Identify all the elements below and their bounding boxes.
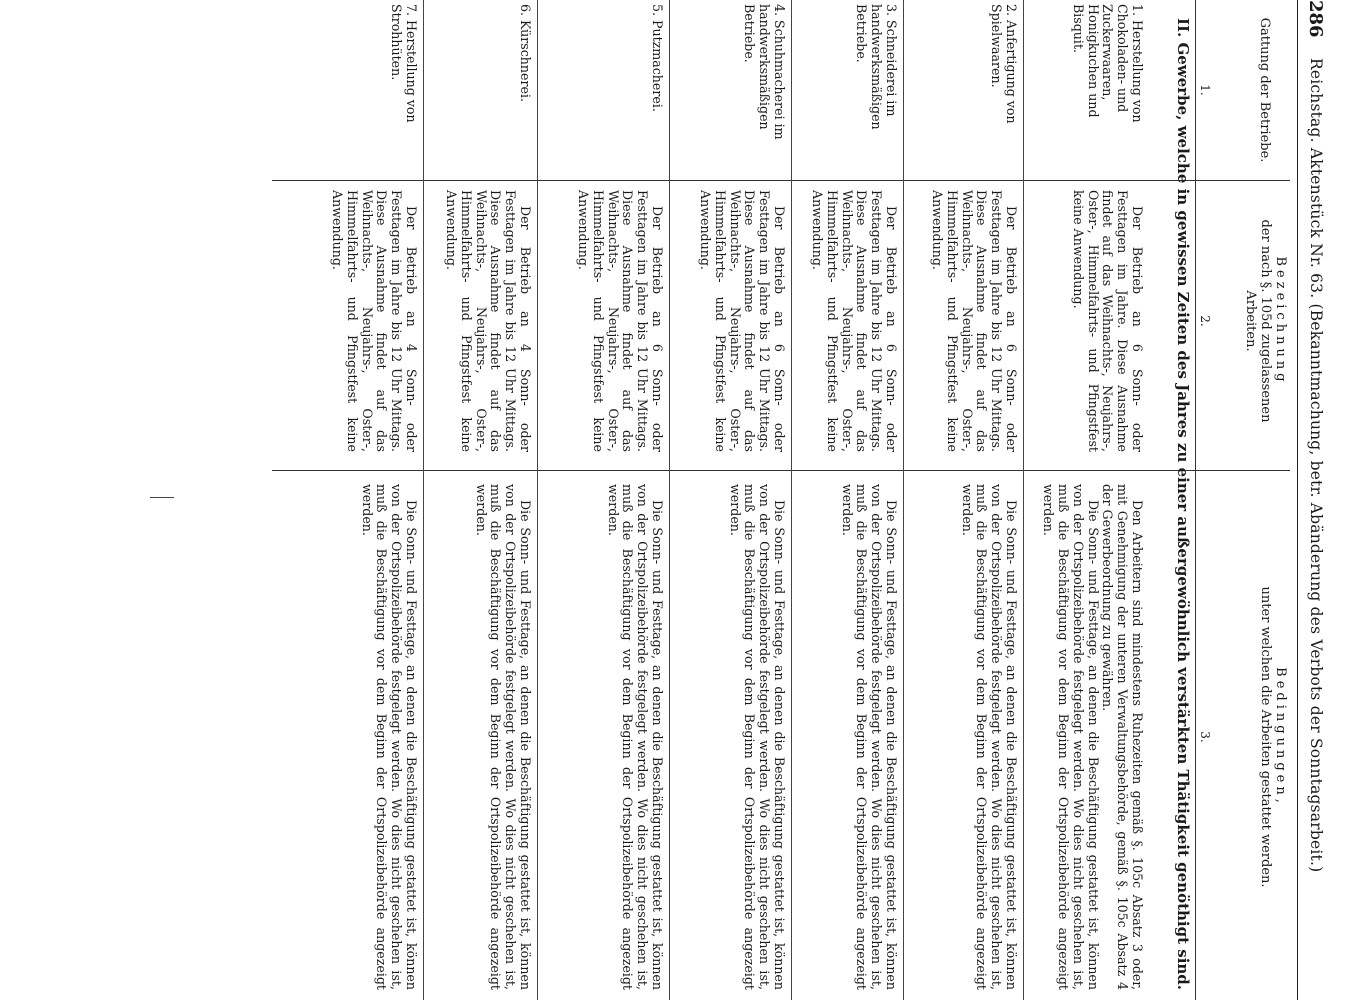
column-header-gattung — [1220, 10, 1288, 170]
table-row-2 — [903, 0, 1024, 1000]
column-header-bezeichnung-spaced: Bezeichnung — [1273, 256, 1288, 386]
column-header-bedingungen-label: unter welchen die Arbeiten gestattet werden. — [1258, 586, 1273, 888]
column-header-bezeichnung-label: der nach §. 105d zugelassenen Arbeiten. — [1243, 219, 1273, 423]
row-2-bezeichnung: Der Betrieb an 6 Sonn- oder Festtagen im Jahre bis 12 Uhr Mittags. Diese Ausnahme findet auf das Weihnachts-, Neujahrs-, Oster-, Himmelfahrts- und Pfingstfest keine Anwendung. — [930, 190, 1019, 452]
row-1-bedingungen — [1040, 484, 1144, 990]
row-1-gattung: 1. Herstellung von Chokoladen- und Zuckerwaaren, Honigkuchen und Bisquit. — [1070, 4, 1145, 123]
row-3-bezeichnung: Der Betrieb an 6 Sonn- oder Festtagen im Jahre bis 12 Uhr Mittags. Diese Ausnahme findet auf das Weihnachts-, Neujahrs-, Oster-, Himmelfahrts- und Pfingstfest keine Anwendung. — [810, 190, 899, 452]
row-4-bedingungen: Die Sonn- und Festtage, an denen die Beschäftigung gestattet ist, können von der Ortspolizeibehörde festgelegt werden. Wo dies nicht geschehen ist, muß die Beschäftigung vor dem Beginn der Ortspolizeibehörde angezeigt werden. — [727, 484, 787, 990]
table-row-4 — [669, 0, 792, 1000]
row-6-bedingungen: Die Sonn- und Festtage, an denen die Beschäftigung gestattet ist, können von der Ortspolizeibehörde festgelegt werden. Wo dies nicht geschehen ist, muß die Beschäftigung vor dem Beginn der Ortspolizeibehörde angezeigt werden. — [473, 484, 533, 990]
section-title: II. Gewerbe, welche in gewissen Zeiten des Jahres zu einer außergewöhnlich verstärkten Thätigkeit genöthigt sind. — [1174, 17, 1192, 991]
row-7-bedingungen: Die Sonn- und Festtage, an denen die Beschäftigung gestattet ist, können von der Ortspolizeibehörde festgelegt werden. Wo dies nicht geschehen ist, muß die Beschäftigung vor dem Beginn der Ortspolizeibehörde angezeigt werden. — [359, 484, 419, 990]
row-5-bedingungen: Die Sonn- und Festtage, an denen die Beschäftigung gestattet ist, können von der Ortspolizeibehörde festgelegt werden. Wo dies nicht geschehen ist, muß die Beschäftigung vor dem Beginn der Ortspolizeibehörde angezeigt werden. — [605, 484, 665, 990]
row-2-bedingungen: Die Sonn- und Festtage, an denen die Beschäftigung gestattet ist, können von der Ortspolizeibehörde festgelegt werden. Wo dies nicht geschehen ist, muß die Beschäftigung vor dem Beginn der Ortspolizeibehörde angezeigt werden. — [959, 484, 1019, 990]
page-number: 286 — [1305, 0, 1326, 38]
header-divider — [1195, 0, 1196, 1000]
column-header-gattung-label: Gattung der Betriebe. — [1257, 17, 1272, 163]
row-4-bezeichnung: Der Betrieb an 6 Sonn- oder Festtagen im Jahre bis 12 Uhr Mittags. Diese Ausnahme findet auf das Weihnachts-, Neujahrs-, Oster-, Himmelfahrts- und Pfingstfest keine Anwendung. — [698, 190, 787, 452]
row-1-bedingungen-a: Den Arbeitern sind mindestens Ruhezeiten gemäß §. 105c Absatz 3 oder, mit Genehmigung der unteren Verwaltungsbehörde, gemäß §. 105c Absatz 4 der Gewerbeordnung zu gewähren. — [1100, 484, 1145, 990]
row-5-gattung: 5. Putzmacherei. — [650, 4, 665, 112]
header-title: Reichstag. Aktenstück Nr. 63. (Bekanntmachung, betr. Abänderung des Verbots der Sonntagsarbeit.) — [1307, 58, 1325, 873]
column-header-bedingungen-spaced: Bedingungen, — [1273, 667, 1288, 807]
row-2-gattung: 2. Anfertigung von Spielwaaren. — [989, 4, 1019, 124]
row-7-bezeichnung: Der Betrieb an 4 Sonn- oder Festtagen im Jahre bis 12 Uhr Mittags. Diese Ausnahme findet auf das Weihnachts-, Neujahrs-, Oster-, Himmelfahrts- und Pfingstfest keine Anwendung. — [330, 190, 419, 452]
row-6-bezeichnung: Der Betrieb an 4 Sonn- oder Festtagen im Jahre bis 12 Uhr Mittags. Diese Ausnahme findet auf das Weihnachts-, Neujahrs-, Oster-, Himmelfahrts- und Pfingstfest keine Anwendung. — [444, 190, 533, 452]
table-row-1 — [1023, 0, 1150, 1000]
row-6-gattung: 6. Kürschnerei. — [518, 4, 533, 102]
table-row-3 — [791, 0, 904, 1000]
digitization-note — [0, 320, 6, 650]
row-1-bedingungen-b: Die Sonn- und Festtage, an denen die Beschäftigung gestattet ist, können von der Ortspolizeibehörde festgelegt werden. Wo dies nicht geschehen ist, muß die Beschäftigung vor dem Beginn der Ortspolizeibehörde angezeigt werden. — [1041, 484, 1101, 990]
running-header — [1297, 0, 1328, 1000]
row-5-bezeichnung: Der Betrieb an 6 Sonn- oder Festtagen im Jahre bis 12 Uhr Mittags. Diese Ausnahme findet auf das Weihnachts-, Neujahrs-, Oster-, Himmelfahrts- und Pfingstfest keine Anwendung. — [576, 190, 665, 452]
column-number-2: 2. — [1198, 315, 1212, 327]
column-header-bezeichnung — [1220, 190, 1288, 452]
column-number-1: 1. — [1198, 84, 1212, 96]
table-row-7 — [294, 0, 424, 1000]
table-row-6 — [423, 0, 538, 1000]
table-row-5 — [537, 0, 670, 1000]
document-page — [260, 0, 1340, 1000]
row-3-gattung: 3. Schneiderei im handwerksmäßigen Betriebe. — [854, 4, 899, 130]
row-1-bezeichnung: Der Betrieb an 6 Sonn- oder Festtagen im Jahre. Diese Ausnahme findet auf das Weihnachts-, Neujahrs-, Oster-, Himmelfahrts- und Pfingstfest keine Anwendung. — [1070, 190, 1145, 452]
column-header-bedingungen — [1220, 484, 1288, 990]
row-3-bedingungen: Die Sonn- und Festtage, an denen die Beschäftigung gestattet ist, können von der Ortspolizeibehörde festgelegt werden. Wo dies nicht geschehen ist, muß die Beschäftigung vor dem Beginn der Ortspolizeibehörde angezeigt werden. — [839, 484, 899, 990]
column-number-3: 3. — [1198, 731, 1212, 743]
row-7-gattung: 7. Herstellung von Strohhüten. — [389, 4, 419, 123]
stray-mark — [150, 497, 174, 498]
row-4-gattung: 4. Schuhmacherei im handwerksmäßigen Betriebe. — [742, 4, 787, 140]
